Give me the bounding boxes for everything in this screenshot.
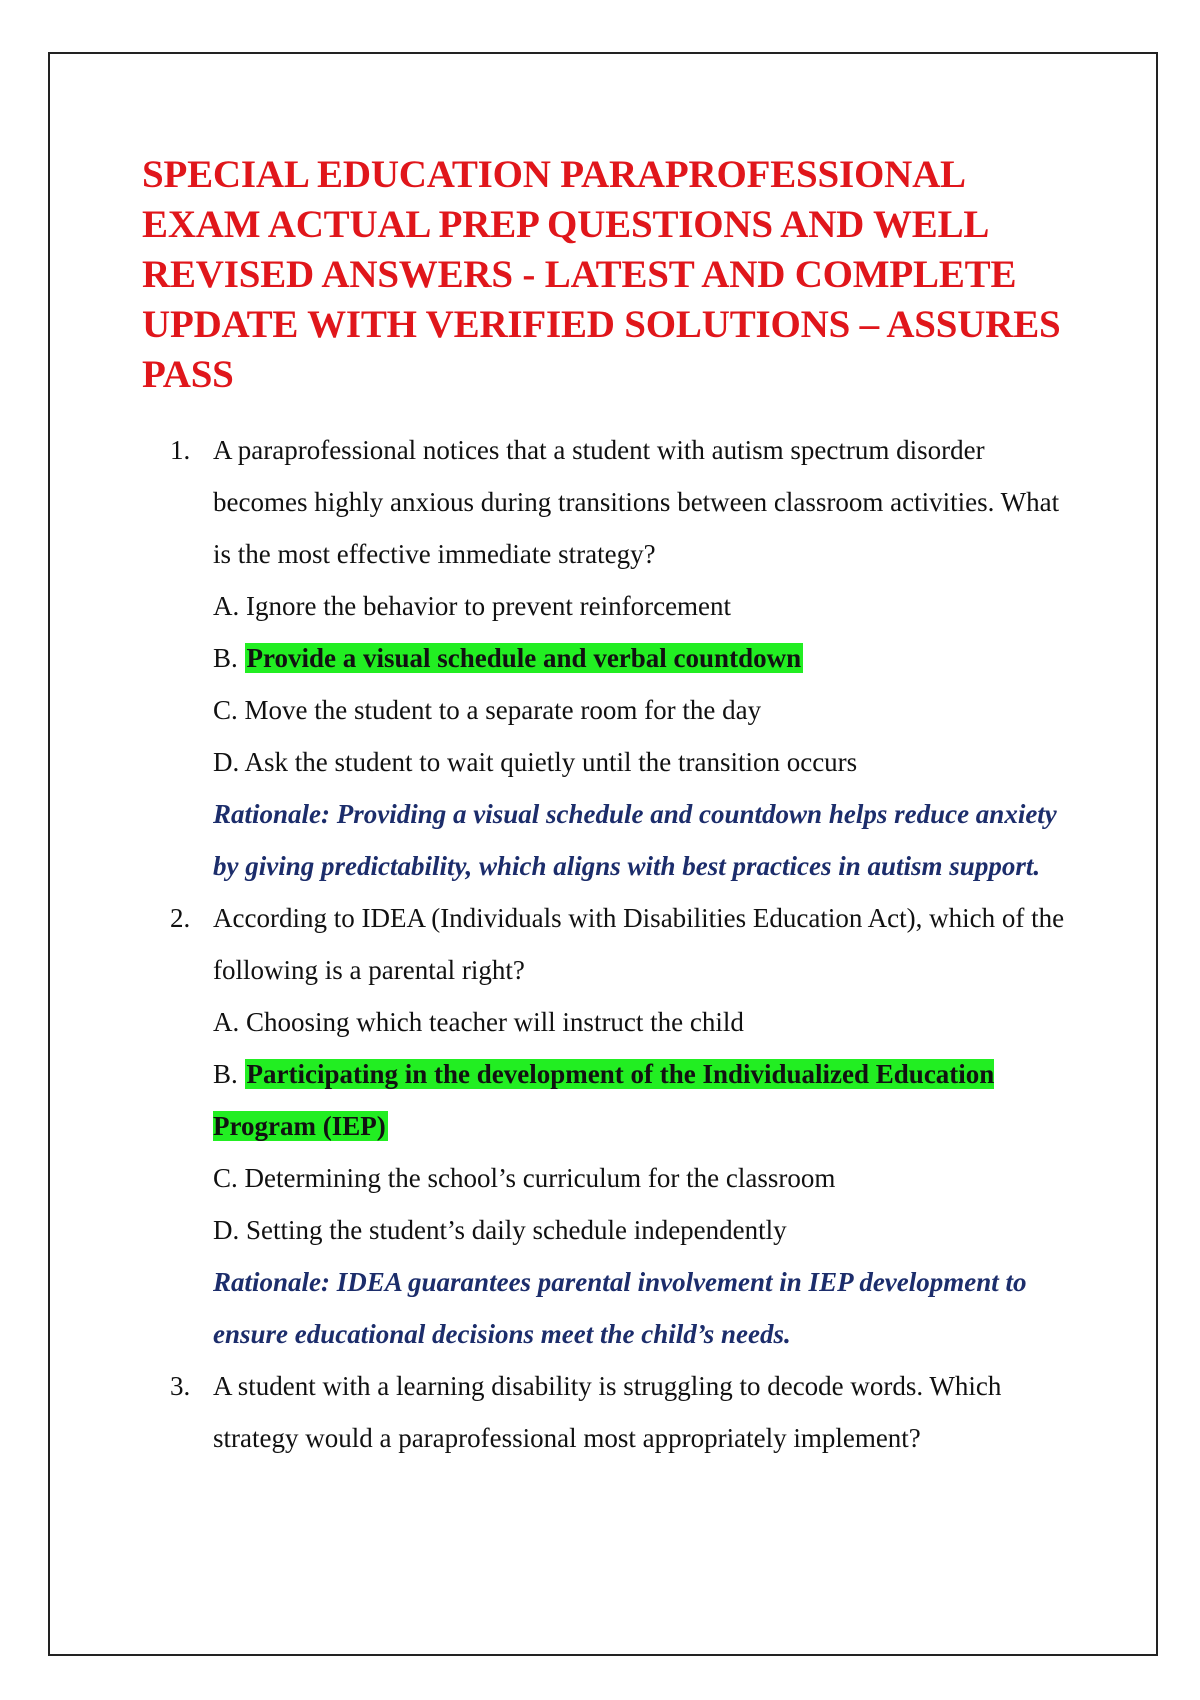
question-number: 3. [170, 1371, 191, 1401]
option-letter: C. [213, 1163, 238, 1193]
question-text: A paraprofessional notices that a student with autism spectrum disorder becomes highly anxious during transitions between classroom activities. What is the most effective immediate strategy? [213, 435, 1060, 569]
option-letter: A. [213, 591, 240, 621]
option-text: Move the student to a separate room for the day [244, 695, 762, 725]
option-b-correct [213, 632, 1070, 684]
question-2 [170, 892, 1070, 1360]
option-a [213, 580, 1070, 632]
option-letter: C. [213, 695, 238, 725]
option-d [213, 1204, 1070, 1256]
question-text: A student with a learning disability is struggling to decode words. Which strategy would a paraprofessional most appropriately implement? [213, 1371, 1002, 1453]
option-letter: D. [213, 1215, 240, 1245]
rationale: Rationale: IDEA guarantees parental involvement in IEP development to ensure educational decisions meet the child’s needs. [213, 1267, 1027, 1349]
option-letter: B. [213, 643, 238, 673]
option-text: Setting the student’s daily schedule independently [246, 1215, 787, 1245]
option-a [213, 996, 1070, 1048]
question-number: 1. [170, 435, 191, 465]
option-c [213, 1152, 1070, 1204]
option-text: Determining the school’s curriculum for the classroom [244, 1163, 836, 1193]
option-letter: A. [213, 1007, 240, 1037]
option-text: Ignore the behavior to prevent reinforcement [246, 591, 732, 621]
option-letter: D. [213, 747, 240, 777]
option-c [213, 684, 1070, 736]
option-d [213, 736, 1070, 788]
rationale: Rationale: Providing a visual schedule and countdown helps reduce anxiety by giving predictability, which aligns with best practices in autism support. [213, 799, 1057, 881]
option-text: Ask the student to wait quietly until the transition occurs [244, 747, 858, 777]
question-1 [170, 424, 1070, 892]
option-letter: B. [213, 1059, 238, 1089]
correct-answer-highlight: Provide a visual schedule and verbal countdown [246, 643, 802, 673]
question-text: According to IDEA (Individuals with Disabilities Education Act), which of the following is a parental right? [213, 903, 1065, 985]
question-list [170, 424, 1070, 1464]
question-3 [170, 1360, 1070, 1464]
option-text: Choosing which teacher will instruct the child [246, 1007, 744, 1037]
option-b-correct [213, 1048, 1070, 1152]
correct-answer-highlight: Participating in the development of the Individualized Education Program (IEP) [213, 1059, 995, 1141]
document-title: SPECIAL EDUCATION PARAPROFESSIONAL EXAM ACTUAL PREP QUESTIONS AND WELL REVISED ANSWERS - LATEST AND COMPLETE UPDATE WITH VERIFIED SOLUTIONS – ASSURES PASS [142, 153, 1061, 396]
question-number: 2. [170, 903, 191, 933]
